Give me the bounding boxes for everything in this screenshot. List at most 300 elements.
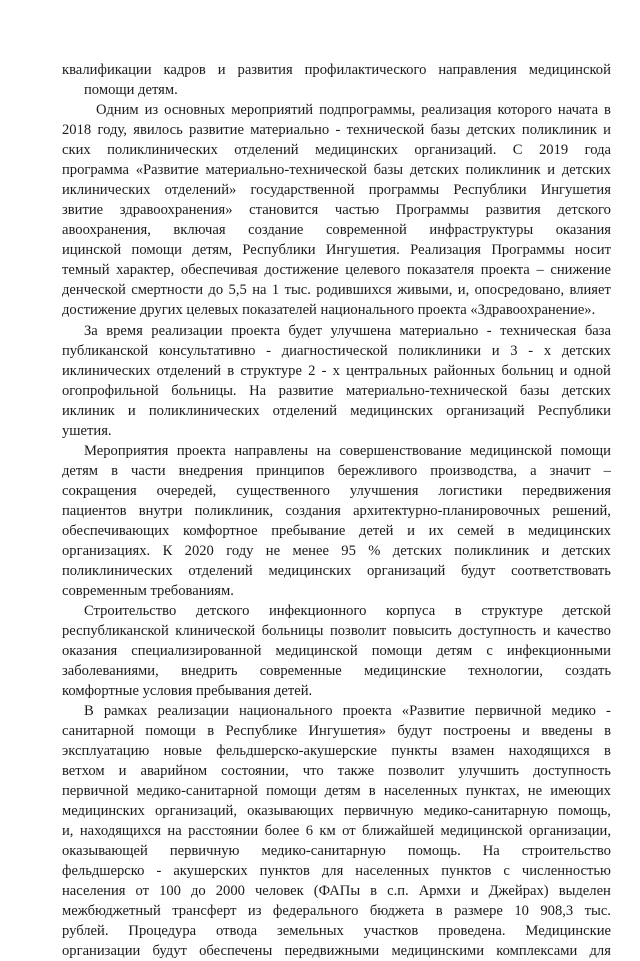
word: улучшения <box>349 483 419 499</box>
word: первичной <box>474 703 542 719</box>
word: трансферт <box>172 903 237 919</box>
word: - <box>606 703 611 719</box>
word: 100 <box>159 883 181 899</box>
word: К <box>162 543 173 559</box>
text-line: современным требованиям. <box>62 583 234 599</box>
text-line <box>62 280 611 300</box>
word: республиканской <box>62 623 169 639</box>
text-line: ушетия. <box>62 423 112 439</box>
word: населения <box>62 883 126 899</box>
word: и <box>217 62 226 78</box>
word: организаций. <box>414 142 497 158</box>
word: включая <box>173 222 226 238</box>
word: поликлиник <box>454 543 530 559</box>
word: оказания <box>555 222 611 238</box>
word: Джейрах) <box>488 883 549 899</box>
word: пунктов <box>259 863 310 879</box>
word: поликлиник <box>521 122 597 138</box>
text-line <box>62 781 611 801</box>
word: значит <box>549 463 591 479</box>
word: помощи <box>371 643 423 659</box>
word: помощи <box>131 242 182 258</box>
word: материально <box>250 122 330 138</box>
word: поликлиник, <box>194 503 274 519</box>
word: детям <box>324 783 361 799</box>
word: отделений <box>234 142 299 158</box>
word: от <box>342 823 356 839</box>
word: современные <box>259 663 342 679</box>
word: рамках <box>103 703 148 719</box>
word: х <box>332 363 340 379</box>
word: медицинской <box>469 443 553 459</box>
word: специализированной <box>131 643 262 659</box>
word: пациентов <box>62 503 127 519</box>
text-line <box>84 441 611 461</box>
word: а <box>530 463 537 479</box>
word: фельдшерско <box>62 863 145 879</box>
word: качество <box>557 623 611 639</box>
word: 1 <box>271 282 280 298</box>
word: будут <box>152 943 187 959</box>
text-line <box>62 501 611 521</box>
word: строительство <box>521 843 611 859</box>
word: первичной <box>62 783 129 799</box>
word: смертности <box>131 282 204 298</box>
word: их <box>428 523 444 539</box>
word: будет <box>288 323 323 339</box>
word: детской <box>562 603 611 619</box>
word: материально-технической <box>345 383 508 399</box>
word: заболеваниями, <box>62 663 159 679</box>
text-line <box>62 901 611 921</box>
word: 2020 <box>184 543 214 559</box>
word: решений, <box>552 503 611 519</box>
word: иклиник <box>62 403 115 419</box>
word: мероприятий <box>231 102 314 118</box>
word: живыми, <box>397 282 453 298</box>
word: логистики <box>438 483 503 499</box>
word: части <box>131 463 166 479</box>
word: здравоохранения» <box>119 202 233 218</box>
word: клинической <box>175 623 256 639</box>
word: км <box>319 823 336 839</box>
word: состоянии, <box>221 763 289 779</box>
word: медицинских <box>315 142 398 158</box>
word: – <box>603 463 611 479</box>
word: 2 <box>308 363 316 379</box>
word: базы <box>373 162 404 178</box>
word: позволит <box>388 763 445 779</box>
word: Программы <box>491 242 565 258</box>
text-line <box>62 801 611 821</box>
word: внедрить <box>180 663 238 679</box>
word: очередей, <box>156 483 217 499</box>
word: в <box>207 723 215 739</box>
word: развития <box>485 202 541 218</box>
word: 908,3 <box>540 903 574 919</box>
word: отделений <box>188 563 253 579</box>
word: до <box>208 282 224 298</box>
word: реализации <box>157 703 229 719</box>
text-line <box>62 741 611 761</box>
word: государственной <box>250 182 355 198</box>
word: характер, <box>116 262 175 278</box>
word: обеспечены <box>199 943 273 959</box>
text-line <box>62 521 611 541</box>
word: архитектурно-планировочных <box>353 503 541 519</box>
word: позволит <box>329 623 387 639</box>
word: первичную <box>343 803 414 819</box>
word: создать <box>565 663 611 679</box>
word: структуре <box>240 363 302 379</box>
word: - <box>321 363 327 379</box>
word: с <box>503 863 510 879</box>
word: и <box>542 623 551 639</box>
word: создания <box>285 503 341 519</box>
word: от <box>135 883 150 899</box>
word: и <box>127 403 136 419</box>
word: и <box>470 883 479 899</box>
word: и <box>118 763 127 779</box>
word: эксплуатацию <box>62 743 150 759</box>
word: развитие <box>278 383 334 399</box>
word: Процедура <box>128 923 197 939</box>
word: для <box>321 863 344 879</box>
word: медицинскими <box>391 943 485 959</box>
word: достижение <box>264 262 339 278</box>
word: медико-санитарную <box>423 803 548 819</box>
word: больниц <box>501 363 554 379</box>
word: расстоянии <box>188 823 259 839</box>
word: на <box>316 443 331 459</box>
word: из <box>247 903 262 919</box>
text-line <box>62 861 611 881</box>
word: детских <box>561 543 611 559</box>
word: технической <box>346 122 425 138</box>
word: отделений <box>156 363 222 379</box>
word: и <box>541 543 550 559</box>
text-line <box>62 60 611 80</box>
word: Медицинские <box>525 923 611 939</box>
word: явилось <box>133 122 183 138</box>
word: направлены <box>234 443 309 459</box>
word: проекта <box>231 323 281 339</box>
word: для <box>589 943 611 959</box>
word: обеспечивая <box>180 262 258 278</box>
word: 10 <box>514 903 529 919</box>
text-line <box>84 601 611 621</box>
word: За <box>84 323 98 339</box>
word: передвижения <box>522 483 611 499</box>
word: проекта <box>480 262 530 278</box>
text-line <box>62 841 611 861</box>
word: в <box>604 723 611 739</box>
word: (ФАПы <box>313 883 361 899</box>
word: поликлиник <box>465 162 541 178</box>
word: начата <box>557 102 599 118</box>
word: медицинских <box>528 523 611 539</box>
text-line <box>62 621 611 641</box>
word: Республики <box>242 242 316 258</box>
text-line <box>62 200 611 220</box>
word: подпрограммы, <box>319 102 416 118</box>
word: и <box>603 122 611 138</box>
word: оказывающих <box>247 803 334 819</box>
word: тыс. <box>584 903 611 919</box>
text-line <box>62 140 611 160</box>
word: находящихся <box>508 743 590 759</box>
word: детских <box>409 162 459 178</box>
text-line <box>62 120 611 140</box>
word: отделений» <box>164 182 237 198</box>
text-line <box>62 761 611 781</box>
word: – <box>536 262 544 278</box>
word: целевого <box>345 262 401 278</box>
word: и, <box>62 823 74 839</box>
word: будут <box>397 723 432 739</box>
word: в <box>368 783 376 799</box>
word: детям <box>436 643 473 659</box>
word: будут <box>461 563 496 579</box>
word: находящихся <box>79 823 162 839</box>
word: в <box>604 102 611 118</box>
word: оказывающей <box>62 843 148 859</box>
word: частью <box>334 202 380 218</box>
word: Ингушетия» <box>308 723 387 739</box>
word: консультативно <box>158 343 256 359</box>
word: - <box>335 122 341 138</box>
word: на <box>252 282 267 298</box>
word: пунктов <box>441 863 492 879</box>
word: база <box>584 323 611 339</box>
text-line <box>62 641 611 661</box>
word: материально-технической <box>205 162 367 178</box>
word: одной <box>573 363 611 379</box>
text-line <box>96 100 611 120</box>
word: отвода <box>216 923 258 939</box>
word: тыс. <box>284 282 311 298</box>
text-line <box>62 661 611 681</box>
word: детского <box>195 603 250 619</box>
text-line <box>62 921 611 941</box>
word: ских <box>62 142 91 158</box>
word: детских <box>466 122 516 138</box>
word: численностью <box>521 863 611 879</box>
word: участков <box>363 923 419 939</box>
word: населенных <box>355 863 430 879</box>
word: комфортное <box>182 523 258 539</box>
word: и <box>491 343 500 359</box>
word: бюджета <box>369 903 425 919</box>
word: производства, <box>430 463 518 479</box>
word: иклинических <box>62 182 151 198</box>
word: и, <box>457 282 470 298</box>
word: медицинские <box>363 663 447 679</box>
text-line <box>62 260 611 280</box>
text-line: помощи детям. <box>84 82 178 98</box>
word: существенного <box>236 483 330 499</box>
word: комплексами <box>496 943 578 959</box>
word: иклинических <box>62 363 151 379</box>
word: не <box>265 543 281 559</box>
text-line <box>62 381 611 401</box>
word: повысить <box>392 623 452 639</box>
word: становится <box>249 202 319 218</box>
text-line <box>62 160 611 180</box>
text-line <box>62 541 611 561</box>
word: - <box>266 343 272 359</box>
word: создание <box>248 222 304 238</box>
word: санитарной <box>62 723 134 739</box>
word: пунктах, <box>465 783 520 799</box>
word: медицинской <box>275 643 358 659</box>
text-line <box>62 481 611 501</box>
word: авоохранения, <box>62 222 151 238</box>
word: 5,5 <box>228 282 247 298</box>
text-line <box>62 361 611 381</box>
word: медицинских <box>350 403 434 419</box>
word: сокращения <box>62 483 137 499</box>
word: материально <box>399 323 479 339</box>
word: кадров <box>163 62 206 78</box>
word: 6 <box>305 823 314 839</box>
word: х <box>543 343 552 359</box>
word: публиканской <box>62 343 149 359</box>
word: не <box>527 783 543 799</box>
word: Республики <box>453 182 527 198</box>
text-line <box>62 220 611 240</box>
word: детских <box>561 162 611 178</box>
word: человек <box>254 883 304 899</box>
word: ицинской <box>62 242 122 258</box>
text-line <box>62 881 611 901</box>
word: районных <box>433 363 496 379</box>
word: построены <box>443 723 511 739</box>
word: медико-санитарную <box>261 843 386 859</box>
word: доступность <box>458 623 537 639</box>
word: Республике <box>225 723 298 739</box>
word: помощь. <box>407 843 461 859</box>
word: медицинских <box>268 563 352 579</box>
word: имеющих <box>550 783 611 799</box>
text-line <box>62 721 611 741</box>
word: в <box>507 523 515 539</box>
word: новые <box>163 743 202 759</box>
word: профилактического <box>304 62 427 78</box>
word: квалификации <box>62 62 152 78</box>
word: и <box>547 162 556 178</box>
word: центральных <box>346 363 428 379</box>
word: улучшить <box>458 763 520 779</box>
word: внедрения <box>178 463 244 479</box>
text-line <box>62 941 611 961</box>
text-line: достижение других целевых показателей национального проекта «Здравоохранение». <box>62 302 596 318</box>
word: населенных <box>383 783 458 799</box>
word: инфраструктуры <box>429 222 534 238</box>
word: денческой <box>62 282 126 298</box>
word: медицинских <box>62 803 145 819</box>
word: межбюджетный <box>62 903 161 919</box>
word: года <box>584 142 611 158</box>
word: помощи <box>145 723 196 739</box>
word: передвижными <box>284 943 380 959</box>
word: отделений <box>272 403 338 419</box>
word: также <box>337 763 375 779</box>
word: оказания <box>62 643 118 659</box>
word: Одним <box>96 102 139 118</box>
word: в <box>227 363 235 379</box>
word: доступность <box>533 763 611 779</box>
word: детских <box>561 343 611 359</box>
text-line <box>84 321 611 341</box>
word: базы <box>519 383 550 399</box>
word: организаций, <box>154 803 237 819</box>
word: На <box>482 843 500 859</box>
word: - <box>528 343 534 359</box>
word: больницы <box>261 623 324 639</box>
word: до <box>190 883 206 899</box>
word: и <box>559 363 568 379</box>
word: темный <box>62 262 110 278</box>
text-line <box>62 180 611 200</box>
word: Программы <box>395 202 469 218</box>
word: помощи <box>560 443 611 459</box>
word: 3 <box>510 343 518 359</box>
word: земельных <box>277 923 344 939</box>
word: введены <box>541 723 593 739</box>
word: что <box>302 763 324 779</box>
word: организации <box>62 943 141 959</box>
word: время <box>106 323 143 339</box>
word: проекта <box>176 443 226 459</box>
word: Республики <box>537 403 611 419</box>
word: медицинской <box>440 823 523 839</box>
word: более <box>264 823 300 839</box>
word: размере <box>454 903 503 919</box>
word: 2000 <box>215 883 245 899</box>
word: в <box>370 883 378 899</box>
word: пункты <box>391 743 438 759</box>
word: диагностической <box>281 343 388 359</box>
word: структуре <box>481 603 543 619</box>
word: корпуса <box>386 603 436 619</box>
word: детских <box>561 383 611 399</box>
word: «Развитие <box>401 703 465 719</box>
word: направления <box>438 62 517 78</box>
word: Ингушетия <box>540 182 611 198</box>
word: поликлиники <box>398 343 482 359</box>
word: Ингушетия. <box>325 242 400 258</box>
word: году, <box>97 122 127 138</box>
word: влияет <box>569 282 611 298</box>
text-line: комфортные условия пребывания детей. <box>62 683 313 699</box>
word: улучшена <box>330 323 392 339</box>
word: С <box>512 142 523 158</box>
word: пребывание <box>271 523 346 539</box>
word: федерального <box>272 903 359 919</box>
word: современной <box>325 222 407 238</box>
word: организаций <box>366 563 446 579</box>
text-line <box>62 401 611 421</box>
word: соответствовать <box>511 563 611 579</box>
word: медико <box>551 703 596 719</box>
word: обеспечивающих <box>62 523 170 539</box>
word: 2018 <box>62 122 92 138</box>
word: году <box>226 543 254 559</box>
word: основных <box>164 102 226 118</box>
word: реализация <box>421 102 492 118</box>
word: в <box>111 463 118 479</box>
